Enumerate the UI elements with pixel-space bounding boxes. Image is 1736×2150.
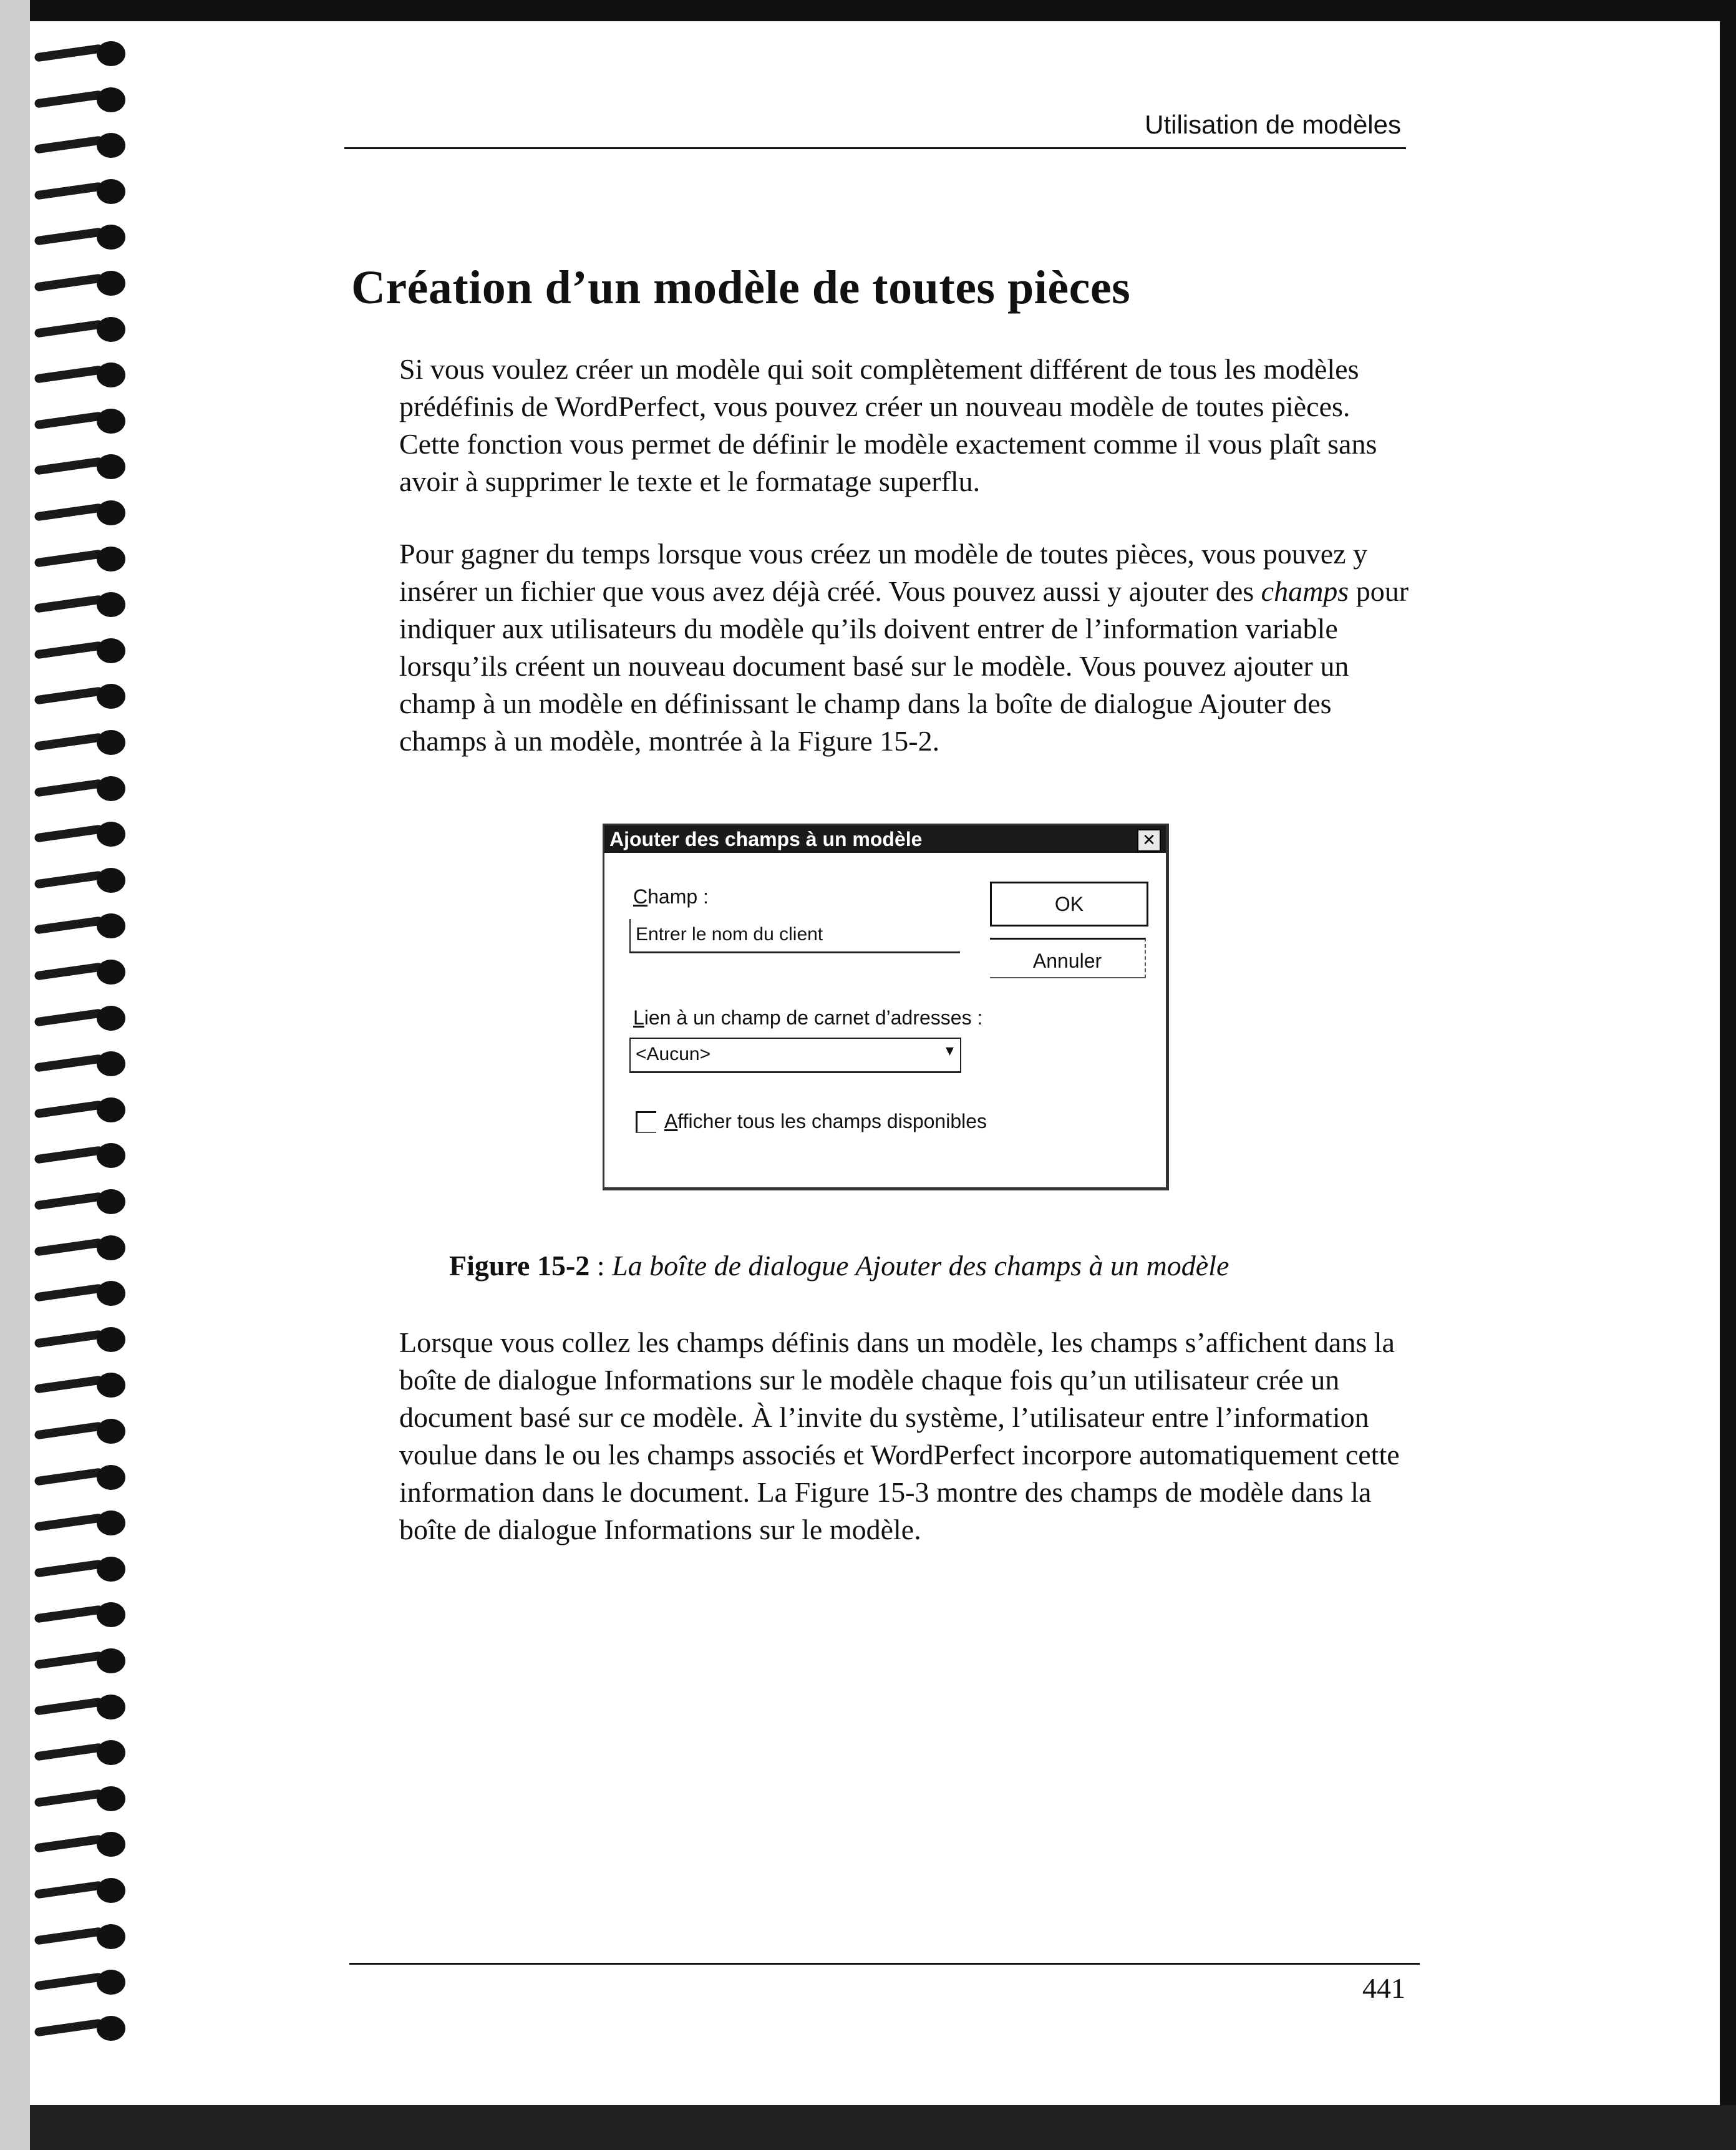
coil-hole <box>97 317 125 342</box>
cancel-button[interactable]: Annuler <box>990 938 1146 978</box>
scan-border-right <box>1720 0 1736 2150</box>
coil-wire <box>34 1789 104 1807</box>
binding-coil <box>34 267 128 298</box>
binding-coil <box>34 1002 128 1033</box>
coil-hole <box>97 684 125 709</box>
coil-wire <box>34 503 104 521</box>
coil-hole <box>97 1786 125 1811</box>
binding-coil <box>34 2012 128 2043</box>
binding-coil <box>34 1783 128 1814</box>
binding-coil <box>34 450 128 482</box>
binding-coil <box>34 1920 128 1952</box>
coil-wire <box>34 1651 104 1669</box>
scan-border-bottom <box>0 2105 1736 2150</box>
coil-wire <box>34 1008 104 1026</box>
coil-hole <box>97 1695 125 1720</box>
binding-coil <box>34 1369 128 1400</box>
coil-hole <box>97 1006 125 1031</box>
binding-coil <box>34 1874 128 1905</box>
coil-hole <box>97 1373 125 1398</box>
figure-caption <box>449 1249 1229 1282</box>
coil-wire <box>34 366 104 384</box>
binding-coil <box>34 313 128 344</box>
coil-wire <box>34 44 104 62</box>
paragraph-2-text-a: Pour gagner du temps lorsque vous créez un modèle de toutes pièces, vous pouvez y insérer un fichier que vous avez déjà créé. Vous pouvez aussi y ajouter des <box>399 538 1368 607</box>
checkbox-label-accelerator: A <box>664 1110 678 1132</box>
dialog-titlebar <box>604 825 1166 853</box>
address-book-field-select[interactable] <box>629 1038 961 1073</box>
coil-wire <box>34 1376 104 1394</box>
coil-wire <box>34 1146 104 1164</box>
coil-hole <box>97 1557 125 1582</box>
coil-hole <box>97 1051 125 1076</box>
coil-hole <box>97 960 125 985</box>
coil-wire <box>34 411 104 429</box>
binding-coil <box>34 1736 128 1768</box>
checkbox-label-text: fficher tous les champs disponibles <box>677 1110 987 1132</box>
coil-hole <box>97 776 125 801</box>
binding-coil <box>34 1828 128 1859</box>
spiral-binding <box>34 37 140 2065</box>
binding-coil <box>34 680 128 711</box>
binding-coil <box>34 1094 128 1125</box>
coil-wire <box>34 228 104 246</box>
link-label-text: ien à un champ de carnet d’adresses : <box>644 1006 983 1029</box>
coil-wire <box>34 1054 104 1073</box>
add-fields-dialog <box>603 824 1169 1190</box>
section-title: Création d’un modèle de toutes pièces <box>351 261 1131 314</box>
figure-label: Figure 15-2 <box>449 1250 590 1282</box>
binding-coil <box>34 1048 128 1079</box>
link-field-label <box>633 1006 982 1029</box>
coil-wire <box>34 90 104 108</box>
coil-wire <box>34 917 104 935</box>
binding-coil <box>34 84 128 115</box>
coil-wire <box>34 1559 104 1577</box>
coil-hole <box>97 409 125 434</box>
binding-coil <box>34 772 128 804</box>
coil-wire <box>34 1100 104 1118</box>
coil-wire <box>34 182 104 200</box>
close-icon[interactable]: ✕ <box>1137 829 1161 852</box>
dropdown-arrow-icon[interactable]: ▾ <box>945 1041 954 1059</box>
coil-hole <box>97 730 125 755</box>
paragraph-3: Lorsque vous collez les champs définis dans un modèle, les champs s’affichent dans la boîte de dialogue Informations sur le modèle chaque fois qu’un utilisateur crée un document basé sur ce modèle. À l’invite du système, l’utilisateur entre l’information voulue dans le ou les champs associés et WordPerfect incorpore automatiquement cette information dans le document. La Figure 15-3 montre des champs de modèle dans la boîte de dialogue Informations sur le modèle. <box>399 1326 1400 1545</box>
binding-coil <box>34 864 128 895</box>
coil-hole <box>97 1832 125 1857</box>
coil-hole <box>97 1235 125 1260</box>
coil-hole <box>97 1143 125 1168</box>
coil-wire <box>34 1927 104 1945</box>
binding-coil <box>34 359 128 390</box>
coil-hole <box>97 1465 125 1490</box>
binding-coil <box>34 635 128 666</box>
caption-text: La boîte de dialogue Ajouter des champs à un modèle <box>612 1250 1229 1282</box>
binding-coil <box>34 1691 128 1722</box>
coil-wire <box>34 870 104 888</box>
coil-hole <box>97 1327 125 1352</box>
coil-wire <box>34 1421 104 1439</box>
binding-coil <box>34 37 128 69</box>
binding-coil <box>34 1553 128 1584</box>
paragraph-2-emphasis: champs <box>1261 575 1349 607</box>
select-value: <Aucun> <box>636 1044 711 1064</box>
coil-wire <box>34 1192 104 1210</box>
binding-coil <box>34 910 128 941</box>
scan-border-top <box>0 0 1736 21</box>
coil-wire <box>34 1743 104 1761</box>
coil-hole <box>97 500 125 525</box>
coil-hole <box>97 1740 125 1765</box>
binding-coil <box>34 175 128 207</box>
binding-coil <box>34 1323 128 1355</box>
coil-hole <box>97 822 125 847</box>
champ-input[interactable]: Entrer le nom du client <box>629 919 960 953</box>
coil-hole <box>97 225 125 250</box>
coil-wire <box>34 595 104 613</box>
coil-hole <box>97 2016 125 2041</box>
coil-hole <box>97 454 125 479</box>
scan-border-left <box>0 0 30 2150</box>
binding-coil <box>34 1461 128 1492</box>
binding-coil <box>34 956 128 987</box>
binding-coil <box>34 1507 128 1538</box>
champ-label <box>633 885 709 908</box>
coil-wire <box>34 1284 104 1302</box>
binding-coil <box>34 1277 128 1308</box>
coil-wire <box>34 2018 104 2036</box>
running-head: Utilisation de modèles <box>1145 110 1401 139</box>
coil-hole <box>97 1097 125 1122</box>
ok-button[interactable]: OK <box>990 882 1148 927</box>
binding-coil <box>34 497 128 528</box>
coil-wire <box>34 1514 104 1532</box>
coil-wire <box>34 136 104 154</box>
coil-wire <box>34 319 104 338</box>
binding-coil <box>34 543 128 574</box>
page-number: 441 <box>1362 1972 1405 2004</box>
binding-coil <box>34 405 128 436</box>
coil-hole <box>97 41 125 66</box>
coil-wire <box>34 1330 104 1348</box>
binding-coil <box>34 1415 128 1446</box>
coil-wire <box>34 1605 104 1623</box>
binding-coil <box>34 818 128 849</box>
binding-coil <box>34 129 128 160</box>
coil-hole <box>97 1281 125 1306</box>
show-all-fields-label[interactable] <box>664 1110 987 1133</box>
binding-coil <box>34 221 128 252</box>
paragraph-1: Si vous voulez créer un modèle qui soit complètement différent de tous les modèles prédéfinis de WordPerfect, vous pouvez créer un nouveau modèle de toutes pièces. Cette fonction vous permet de définir le modèle exactement comme il vous plaît sans avoir à supprimer le texte et le formatage superflu. <box>399 353 1377 497</box>
coil-hole <box>97 1510 125 1535</box>
dialog-title: Ajouter des champs à un modèle <box>609 828 923 850</box>
coil-hole <box>97 1924 125 1949</box>
paragraph-2 <box>399 535 1410 760</box>
coil-wire <box>34 1973 104 1991</box>
coil-hole <box>97 592 125 617</box>
binding-coil <box>34 588 128 620</box>
champ-label-text: hamp : <box>647 885 709 908</box>
coil-hole <box>97 913 125 938</box>
coil-hole <box>97 868 125 893</box>
coil-hole <box>97 1189 125 1214</box>
coil-wire <box>34 1835 104 1853</box>
binding-coil <box>34 1966 128 1997</box>
coil-hole <box>97 1648 125 1673</box>
coil-hole <box>97 547 125 572</box>
coil-hole <box>97 362 125 387</box>
coil-hole <box>97 271 125 296</box>
coil-wire <box>34 779 104 797</box>
coil-wire <box>34 825 104 843</box>
coil-hole <box>97 1970 125 1995</box>
coil-hole <box>97 87 125 112</box>
binding-coil <box>34 726 128 757</box>
coil-wire <box>34 273 104 291</box>
binding-coil <box>34 1232 128 1263</box>
coil-wire <box>34 549 104 567</box>
show-all-fields-checkbox[interactable] <box>636 1111 656 1133</box>
binding-coil <box>34 1185 128 1217</box>
coil-hole <box>97 1878 125 1903</box>
coil-wire <box>34 1238 104 1256</box>
footer-rule <box>349 1963 1420 1965</box>
coil-wire <box>34 1697 104 1715</box>
coil-wire <box>34 962 104 980</box>
binding-coil <box>34 1645 128 1676</box>
binding-coil <box>34 1139 128 1170</box>
coil-hole <box>97 133 125 158</box>
header-rule <box>344 147 1406 149</box>
coil-hole <box>97 179 125 204</box>
coil-wire <box>34 641 104 659</box>
coil-wire <box>34 687 104 705</box>
coil-wire <box>34 1467 104 1486</box>
coil-wire <box>34 1880 104 1899</box>
champ-label-accelerator: C <box>633 885 648 908</box>
coil-wire <box>34 457 104 475</box>
coil-hole <box>97 1419 125 1444</box>
binding-coil <box>34 1598 128 1630</box>
caption-separator: : <box>589 1250 613 1282</box>
coil-wire <box>34 732 104 751</box>
coil-hole <box>97 1602 125 1627</box>
link-label-accelerator: L <box>633 1006 644 1029</box>
paragraph-2-text-b: pour indiquer aux utilisateurs du modèle qu’ils doivent entrer de l’information variable lorsqu’ils créent un nouveau document basé sur le modèle. Vous pouvez ajouter un champ à un modèle en définissant le champ dans la boîte de dialogue Ajouter des champs à un modèle, montrée à la Figure 15-2. <box>399 575 1409 757</box>
coil-hole <box>97 638 125 663</box>
